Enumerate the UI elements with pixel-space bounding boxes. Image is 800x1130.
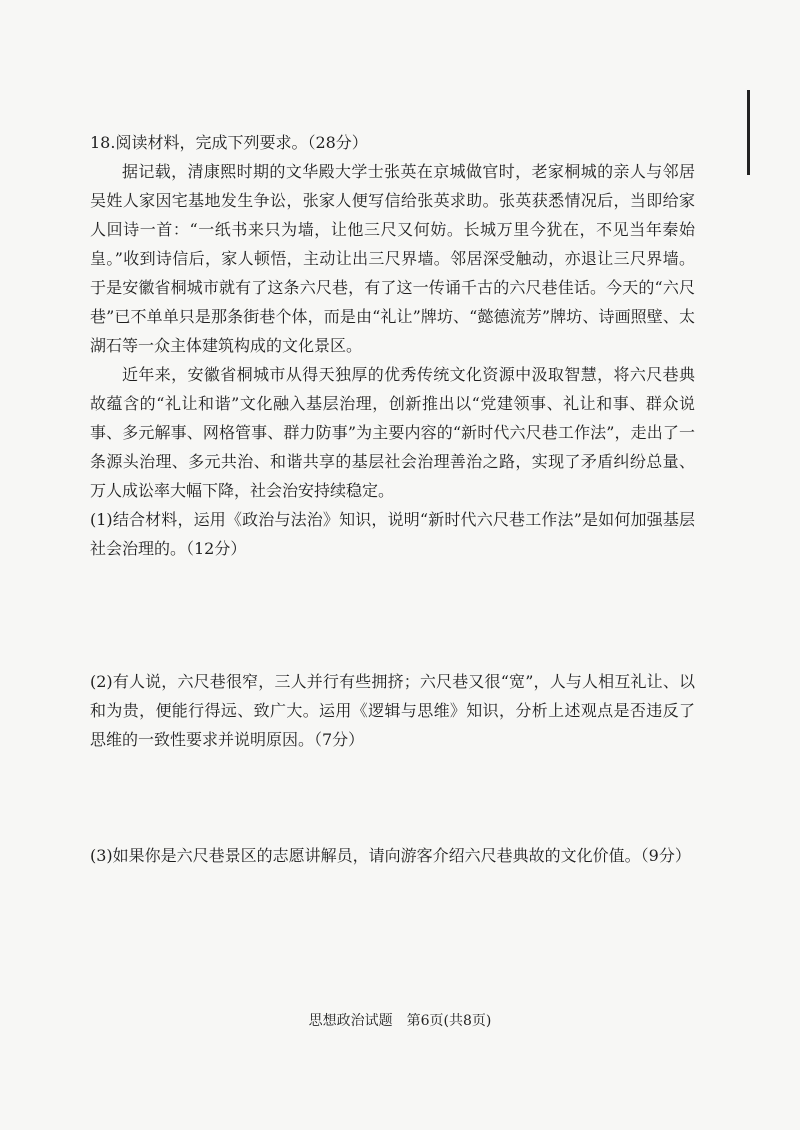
sub-question-1: (1)结合材料，运用《政治与法治》知识，说明“新时代六尺巷工作法”是如何加强基层社会治理的。（12分） <box>90 510 695 558</box>
scan-edge-mark <box>747 90 750 175</box>
question-block <box>90 128 695 870</box>
page-footer: 思想政治试题 第6页(共8页) <box>308 1013 492 1029</box>
sub-question-2: (2)有人说，六尺巷很窄，三人并行有些拥挤；六尺巷又很“宽”，人与人相互礼让、以和为贵，便能行得远、致广大。运用《逻辑与思维》知识，分析上述观点是否违反了思维的一致性要求并说明原因。（7分） <box>90 672 695 749</box>
question-title: 18.阅读材料，完成下列要求。（28分） <box>90 133 368 152</box>
material-paragraph-1: 据记载，清康熙时期的文华殿大学士张英在京城做官时，老家桐城的亲人与邻居吴姓人家因宅基地发生争讼，张家人便写信给张英求助。张英获悉情况后，当即给家人回诗一首：“一纸书来只为墙，让他三尺又何妨。长城万里今犹在，不见当年秦始皇。”收到诗信后，家人顿悟，主动让出三尺界墙。邻居深受触动，亦退让三尺界墙。于是安徽省桐城市就有了这条六尺巷，有了这一传诵千古的六尺巷佳话。今天的“六尺巷”已不单单只是那条街巷个体，而是由“礼让”牌坊、“懿德流芳”牌坊、诗画照壁、太湖石等一众主体建筑构成的文化景区。 <box>90 162 695 355</box>
sub-question-3: (3)如果你是六尺巷景区的志愿讲解员，请向游客介绍六尺巷典故的文化价值。（9分） <box>90 846 691 865</box>
material-paragraph-2: 近年来，安徽省桐城市从得天独厚的优秀传统文化资源中汲取智慧，将六尺巷典故蕴含的“礼让和谐”文化融入基层治理，创新推出以“党建领事、礼让和事、群众说事、多元解事、网格管事、群力防事”为主要内容的“新时代六尺巷工作法”，走出了一条源头治理、多元共治、和谐共享的基层社会治理善治之路，实现了矛盾纠纷总量、万人成讼率大幅下降，社会治安持续稳定。 <box>90 365 695 500</box>
